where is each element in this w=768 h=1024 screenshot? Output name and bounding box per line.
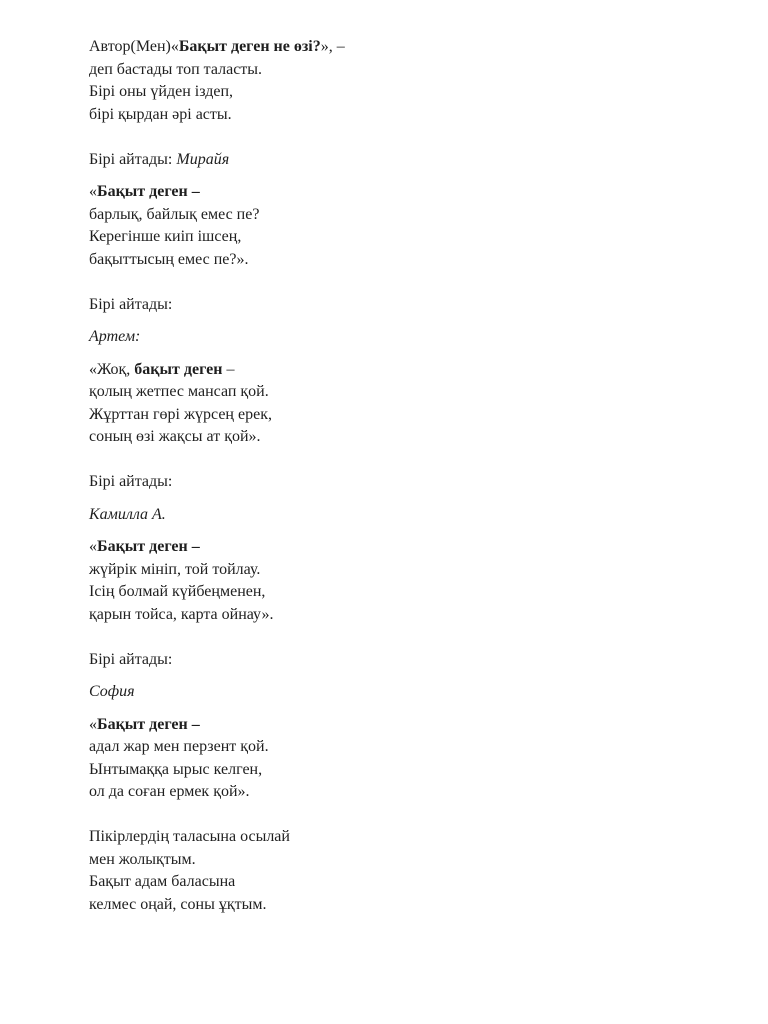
poem-line: қолың жетпес мансап қой. — [89, 383, 269, 400]
speaker-intro: Бірі айтады: — [89, 650, 173, 668]
poem-line: ол да соған ермек қой». — [89, 783, 250, 800]
poem-line — [89, 536, 729, 559]
text-span: », – — [320, 38, 345, 55]
text-span: « — [89, 183, 97, 200]
poem-line: Жұрттан гөрі жүрсең ерек, — [89, 405, 272, 423]
intro-text: Бірі айтады: — [89, 150, 177, 168]
bold-text: Бақыт деген – — [97, 715, 200, 733]
speaker-intro: Бірі айтады: — [89, 295, 173, 313]
poem-line — [89, 359, 729, 382]
poem-line: мен жолықтым. — [89, 850, 196, 868]
poem-line: бақыттысың емес пе?». — [89, 250, 249, 268]
text-span: «Жоқ, — [89, 360, 135, 378]
speaker-intro: Бірі айтады: — [89, 473, 173, 490]
poem-line: Керегінше киіп ішсең, — [89, 228, 242, 245]
text-span: « — [89, 715, 97, 733]
speaker-name-text: Камилла А. — [89, 505, 166, 523]
poem-line — [89, 36, 729, 59]
bold-text: Бақыт деген – — [97, 538, 200, 555]
poem-line — [89, 181, 729, 204]
poem-line: бірі қырдан әрі асты. — [89, 105, 232, 123]
poem-line: Бірі оны үйден іздеп, — [89, 83, 234, 100]
poem-line: жүйрік мініп, той тойлау. — [89, 560, 261, 578]
poem-line: Ынтымаққа ырыс келген, — [89, 760, 263, 778]
speaker-name-text: Артем: — [89, 328, 141, 345]
text-span: – — [222, 360, 235, 378]
speaker-intro — [89, 149, 729, 172]
poem-line — [89, 714, 729, 737]
poem-document — [89, 36, 729, 916]
poem-line: барлық, байлық емес пе? — [89, 205, 260, 223]
speaker-name — [89, 326, 729, 349]
poem-line: деп бастады топ таласты. — [89, 60, 263, 78]
bold-text: Бақыт деген – — [97, 183, 200, 200]
text-span: « — [89, 538, 97, 555]
speaker-name — [89, 681, 729, 704]
poem-line: адал жар мен перзент қой. — [89, 738, 269, 755]
poem-line: келмес оңай, соны ұқтым. — [89, 895, 267, 913]
speaker-name: Мирайя — [176, 150, 230, 168]
poem-line: Бақыт адам баласына — [89, 873, 236, 890]
speaker-name-text: София — [89, 683, 135, 700]
speaker-name — [89, 504, 729, 527]
poem-line: Ісің болмай күйбеңменен, — [89, 583, 266, 600]
poem-line: қарын тойса, карта ойнау». — [89, 605, 274, 623]
poem-line: Пікірлердің таласына осылай — [89, 828, 290, 845]
bold-text: Бақыт деген не өзі? — [178, 38, 321, 55]
text-span: Автор(Мен)« — [89, 38, 179, 55]
bold-text: бақыт деген — [134, 360, 223, 378]
poem-line: соның өзі жақсы ат қой». — [89, 428, 261, 445]
